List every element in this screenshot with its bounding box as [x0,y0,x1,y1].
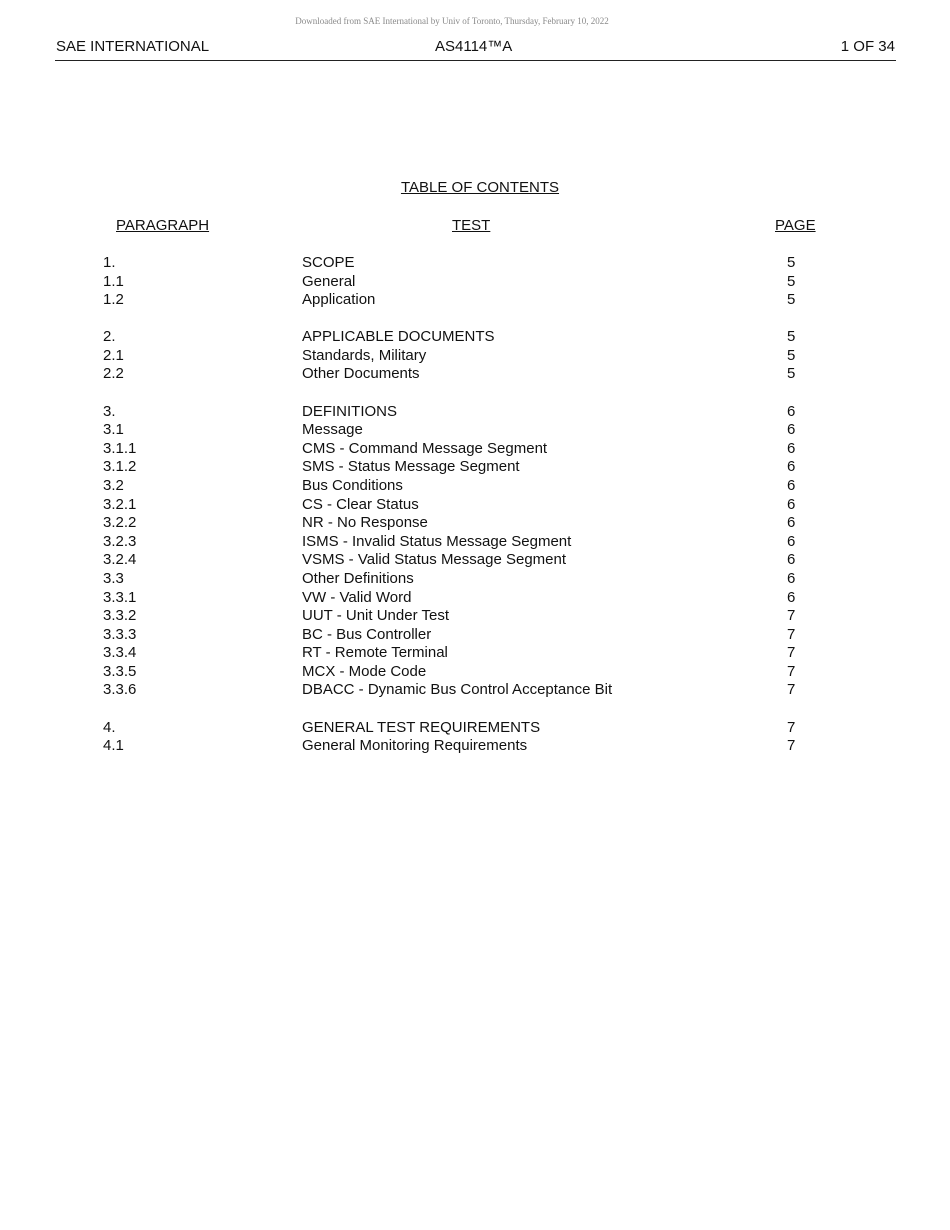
toc-entry-page: 7 [787,737,796,755]
page-header [55,38,896,61]
toc-entry-paragraph: 3.2.4 [103,551,137,569]
header-document-number: AS4114™A [435,38,513,55]
toc-entry-title: DBACC - Dynamic Bus Control Acceptance Bit [302,681,613,699]
toc-entry-paragraph: 3.3.4 [103,644,137,662]
toc-entry-title: SCOPE [302,254,355,271]
toc-entry-title: Message [302,421,363,439]
toc-entry-page: 7 [787,644,796,662]
toc-entry-paragraph: 3.3.6 [103,681,137,699]
toc-entry-paragraph: 1.1 [103,272,124,290]
toc-entry [0,570,950,589]
toc-entry-paragraph: 2.2 [103,365,124,383]
toc-entry [0,663,950,682]
toc-section-group [0,719,950,756]
toc-entry-paragraph: 4. [103,718,116,736]
toc-entry [0,347,950,366]
toc-entry [0,477,950,496]
toc-entry-paragraph: 2. [103,328,116,346]
column-header-test: TEST [452,217,491,234]
toc-entry-paragraph: 3.2.1 [103,495,137,513]
toc-entry-title: APPLICABLE DOCUMENTS [302,328,495,346]
toc-section-group [0,403,950,701]
toc-list [0,254,950,774]
toc-section-group [0,328,950,384]
toc-section-group [0,254,950,310]
toc-entry-title: General Monitoring Requirements [302,737,528,755]
toc-entry-title: VSMS - Valid Status Message Segment [302,551,567,569]
toc-entry-title: Application [302,291,376,309]
toc-entry [0,273,950,292]
toc-entry [0,644,950,663]
toc-entry-page: 5 [787,346,796,364]
toc-entry-paragraph: 1.2 [103,291,124,309]
toc-entry [0,291,950,310]
toc-entry [0,681,950,700]
toc-entry-page: 7 [787,607,796,625]
toc-entry [0,737,950,756]
toc-entry-title: NR - No Response [302,514,428,532]
toc-entry-paragraph: 3.3 [103,569,124,587]
toc-entry-title: VW - Valid Word [302,588,412,606]
toc-entry [0,403,950,422]
header-page-indicator: 1 OF 34 [840,38,895,55]
toc-entry-paragraph: 3.2 [103,476,124,494]
toc-entry [0,496,950,515]
toc-entry-title: CMS - Command Message Segment [302,439,548,457]
header-organization: SAE INTERNATIONAL [56,38,210,55]
toc-entry-title: GENERAL TEST REQUIREMENTS [302,718,541,736]
toc-entry-title: Bus Conditions [302,476,403,494]
toc-entry-page: 5 [787,272,796,290]
toc-entry-title: MCX - Mode Code [302,662,427,680]
toc-entry-page: 6 [787,439,796,457]
toc-entry-page: 6 [787,569,796,587]
toc-entry-paragraph: 3.2.3 [103,532,137,550]
toc-entry-paragraph: 1. [103,254,116,271]
toc-entry-page: 6 [787,495,796,513]
toc-entry-title: General [302,272,356,290]
toc-entry-paragraph: 3.3.1 [103,588,137,606]
toc-entry-title: Other Definitions [302,569,414,587]
toc-entry-title: ISMS - Invalid Status Message Segment [302,532,572,550]
toc-entry-paragraph: 3.3.3 [103,625,137,643]
toc-entry-page: 6 [787,532,796,550]
toc-entry-page: 6 [787,421,796,439]
toc-entry-title: Standards, Military [302,346,427,364]
toc-entry-title: SMS - Status Message Segment [302,458,520,476]
toc-entry [0,365,950,384]
toc-entry [0,440,950,459]
toc-entry-page: 5 [787,328,796,346]
download-watermark: Downloaded from SAE International by Univ of Toronto, Thursday, February 10, 2022 [295,16,609,26]
toc-entry-title: UUT - Unit Under Test [302,607,449,625]
toc-entry [0,514,950,533]
toc-entry-title: DEFINITIONS [302,402,398,420]
column-header-paragraph: PARAGRAPH [116,217,210,234]
toc-entry-paragraph: 3.3.5 [103,662,137,680]
toc-entry [0,589,950,608]
toc-entry [0,626,950,645]
toc-entry [0,551,950,570]
toc-entry [0,719,950,738]
toc-entry-paragraph: 2.1 [103,346,124,364]
toc-entry [0,533,950,552]
toc-entry [0,421,950,440]
toc-entry-page: 7 [787,625,796,643]
toc-entry-paragraph: 3.1.1 [103,439,137,457]
column-header-page: PAGE [775,217,816,234]
toc-entry-page: 6 [787,514,796,532]
toc-entry-page: 6 [787,402,796,420]
toc-entry [0,328,950,347]
toc-entry-title: CS - Clear Status [302,495,419,513]
toc-entry-page: 6 [787,551,796,569]
toc-entry-paragraph: 3.1 [103,421,124,439]
toc-entry-page: 7 [787,662,796,680]
toc-entry-page: 7 [787,718,796,736]
toc-entry-page: 7 [787,681,796,699]
toc-entry-page: 6 [787,476,796,494]
toc-entry-page: 5 [787,254,796,271]
toc-entry-paragraph: 3. [103,402,116,420]
toc-entry-title: RT - Remote Terminal [302,644,448,662]
toc-entry-page: 5 [787,365,796,383]
toc-entry-paragraph: 4.1 [103,737,124,755]
toc-entry [0,458,950,477]
toc-entry [0,254,950,273]
toc-entry-title: BC - Bus Controller [302,625,432,643]
toc-entry [0,607,950,626]
toc-entry-paragraph: 3.2.2 [103,514,137,532]
toc-entry-page: 5 [787,291,796,309]
toc-title: TABLE OF CONTENTS [400,179,560,196]
toc-entry-paragraph: 3.3.2 [103,607,137,625]
toc-entry-page: 6 [787,458,796,476]
toc-entry-title: Other Documents [302,365,420,383]
toc-entry-paragraph: 3.1.2 [103,458,137,476]
toc-entry-page: 6 [787,588,796,606]
